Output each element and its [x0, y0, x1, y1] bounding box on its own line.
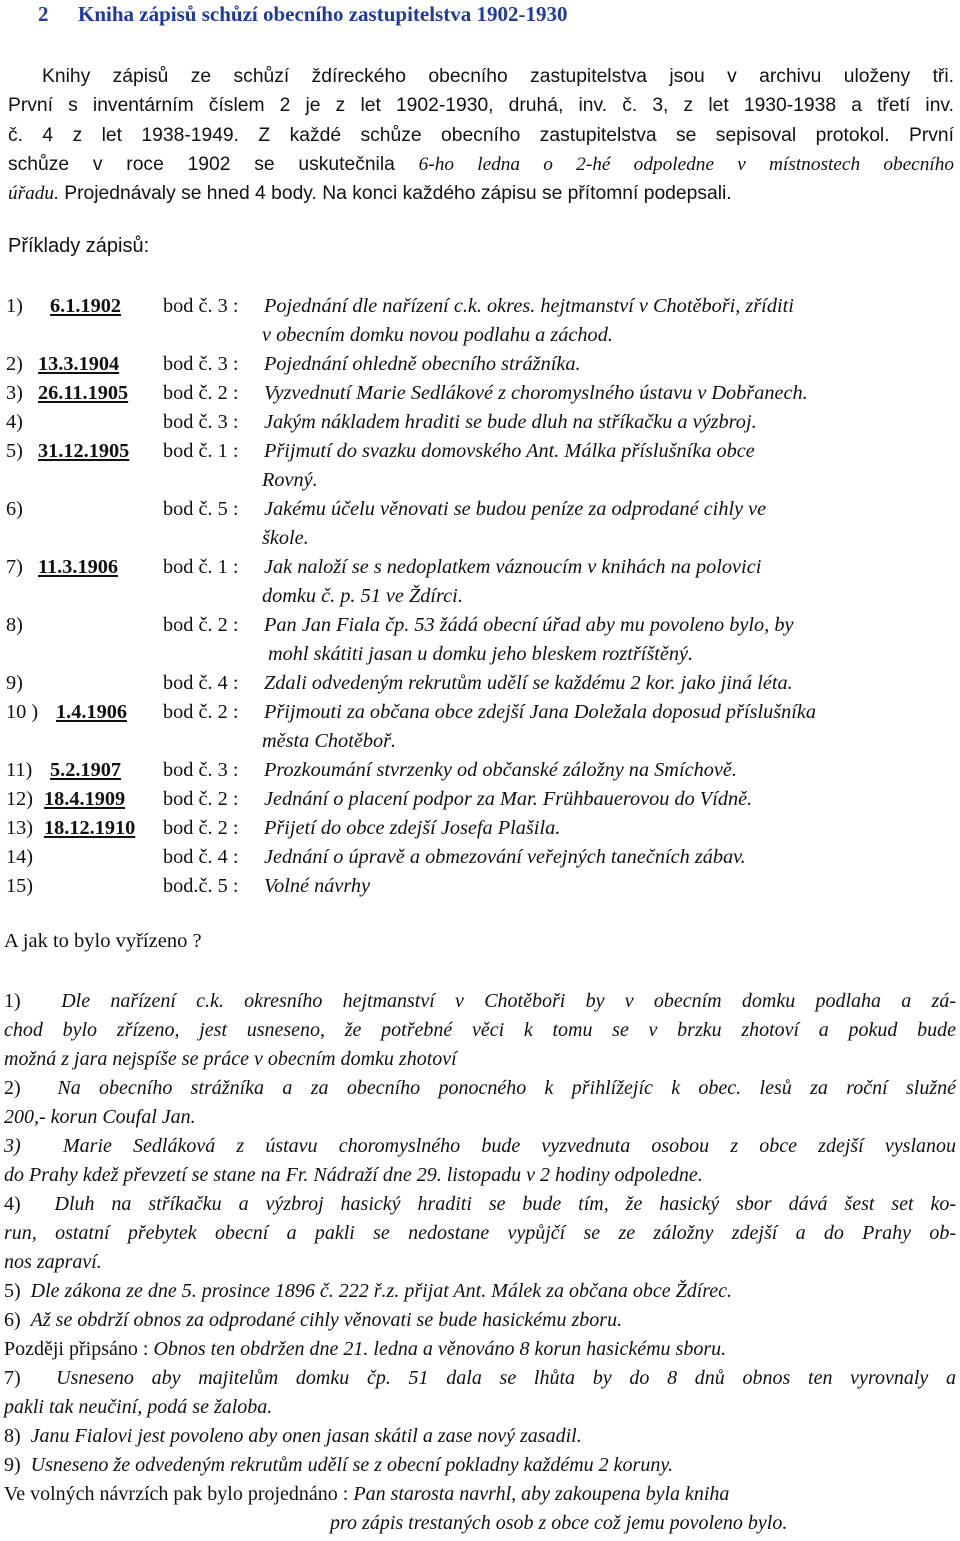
example-number: 12)	[6, 788, 34, 810]
section-title: Kniha zápisů schůzí obecního zastupitelstva 1902-1930	[78, 2, 568, 26]
example-text-cont: mohl skátiti jasan u domku jeho bleskem roztříštěný.	[268, 643, 694, 665]
example-bod: bod č. 3 :	[163, 353, 239, 375]
example-bod: bod č. 1 :	[163, 440, 239, 462]
intro-paragraph	[8, 62, 954, 208]
example-text-cont: domku č. p. 51 ve Ždírci.	[262, 585, 463, 607]
example-text: Prozkoumání stvrzenky od občanské záložny na Smíchově.	[264, 759, 737, 781]
resolution-number: 9)	[4, 1454, 21, 1476]
resolution-number: 6)	[4, 1309, 21, 1331]
example-date: 6.1.1902	[50, 295, 121, 317]
resolution-2-line-2: 200,- korun Coufal Jan.	[4, 1106, 196, 1128]
resolution-2-line-1	[4, 1074, 956, 1103]
final-label: Ve volných návrzích pak bylo projednáno :	[4, 1483, 349, 1505]
final-line-2: pro zápis trestaných osob z obce což jemu povoleno bylo.	[330, 1512, 788, 1534]
example-number: 13)	[6, 817, 34, 839]
example-text: Pan Jan Fiala čp. 53 žádá obecní úřad aby mu povoleno bylo, by	[264, 614, 794, 636]
example-text-cont: v obecním domku novou podlahu a záchod.	[262, 324, 613, 346]
example-number: 9)	[6, 672, 23, 694]
examples-title: Příklady zápisů:	[8, 235, 150, 257]
resolution-number: 1)	[4, 990, 21, 1012]
example-text: Pojednání dle nařízení c.k. okres. hejtmanství v Chotěboři, zříditi	[264, 295, 794, 317]
later-text: Obnos ten obdržen dne 21. ledna a věnováno 8 korun hasickému sboru.	[153, 1338, 727, 1360]
example-date: 5.2.1907	[50, 759, 121, 781]
example-number: 15)	[6, 875, 34, 897]
example-number: 10 )	[6, 701, 39, 723]
resolution-text: Janu Fialovi jest povoleno aby onen jasan skátil a zase nový zasadil.	[30, 1425, 582, 1447]
example-bod: bod č. 4 :	[163, 672, 239, 694]
resolution-7-line-2: pakli tak neučiní, podá se žaloba.	[4, 1396, 273, 1418]
intro-line-4-text: schůze v roce 1902 se uskutečnila	[8, 153, 419, 175]
example-number: 6)	[6, 498, 23, 520]
intro-line-4	[8, 150, 954, 179]
resolution-5-line-1	[4, 1277, 956, 1306]
resolution-number: 3)	[4, 1135, 21, 1157]
example-date: 13.3.1904	[38, 353, 120, 375]
example-number: 8)	[6, 614, 23, 636]
example-text: Jakým nákladem hraditi se bude dluh na stříkačku a výzbroj.	[264, 411, 757, 433]
resolution-1-line-2: chod bylo zřízeno, jest usneseno, že potřebné věci k tomu se v brzku zhotoví a pokud bude	[4, 1019, 956, 1041]
resolution-text: Marie Sedláková z ústavu choromyslného bude vyzvednuta osobou z obce zdejší vyslanou	[63, 1135, 956, 1157]
example-number: 4)	[6, 411, 23, 433]
example-text: Vyzvednutí Marie Sedlákové z choromyslného ústavu v Dobřanech.	[264, 382, 808, 404]
example-text-cont: Rovný.	[262, 469, 318, 491]
resolution-text: Usneseno aby majitelům domku čp. 51 dala se lhůta by do 8 dnů obnos ten vyrovnaly a	[56, 1367, 957, 1389]
final-line-1	[4, 1480, 956, 1509]
example-text: Zdali odvedeným rekrutům udělí se každému 2 kor. jako jiná léta.	[264, 672, 793, 694]
section-heading	[38, 2, 567, 27]
example-text-cont: škole.	[262, 527, 309, 549]
example-bod: bod č. 4 :	[163, 846, 239, 868]
section-number: 2	[38, 2, 49, 26]
resolution-4-line-1	[4, 1190, 956, 1219]
resolution-text: Dluh na stříkačku a výzbroj hasický hraditi se bude tím, že hasický sbor dává šest set ko-	[54, 1193, 957, 1215]
example-number: 5)	[6, 440, 23, 462]
example-date: 26.11.1905	[38, 382, 129, 404]
example-date: 18.12.1910	[44, 817, 136, 839]
resolution-number: 5)	[4, 1280, 21, 1302]
intro-line-5-italic: úřadu.	[8, 183, 59, 205]
later-note	[4, 1335, 956, 1364]
intro-line-4-italic: 6-ho ledna o 2-hé odpoledne v místnostech obecního	[418, 153, 954, 175]
resolutions-block	[4, 987, 956, 1538]
intro-line-1: Knihy zápisů ze schůzí ždíreckého obecního zastupitelstva jsou v archivu uloženy tři.	[42, 66, 954, 87]
resolution-text: Dle zákona ze dne 5. prosince 1896 č. 222 ř.z. přijat Ant. Málek za občana obce Ždírec.	[30, 1280, 733, 1302]
resolution-6-line-1	[4, 1306, 956, 1335]
example-text: Přijetí do obce zdejší Josefa Plašila.	[264, 817, 561, 839]
example-number: 2)	[6, 353, 23, 375]
example-bod: bod č. 2 :	[163, 614, 239, 636]
example-number: 3)	[6, 382, 23, 404]
example-text: Volné návrhy	[264, 875, 371, 897]
resolution-3-line-2: do Prahy kdež převzetí se stane na Fr. Nádraží dne 29. listopadu v 2 hodiny odpoledne.	[4, 1164, 703, 1186]
resolution-number: 2)	[4, 1077, 21, 1099]
resolution-7-line-1	[4, 1364, 956, 1393]
example-number: 11)	[6, 759, 33, 781]
example-number: 1)	[6, 295, 23, 317]
example-text: Přijmouti za občana obce zdejší Jana Doležala doposud příslušníka	[264, 701, 817, 723]
example-date: 18.4.1909	[44, 788, 126, 810]
resolution-text: Dle nařízení c.k. okresního hejtmanství v Chotěboři by v obecním domku podlaha a zá-	[61, 990, 956, 1012]
resolution-1-line-1	[4, 987, 956, 1016]
later-label: Později připsáno :	[4, 1338, 149, 1360]
intro-line-3: č. 4 z let 1938-1949. Z každé schůze obecního zastupitelstva se sepisoval protokol. První	[8, 124, 954, 146]
example-bod: bod.č. 5 :	[163, 875, 239, 897]
resolution-4-line-2: run, ostatní přebytek obecní a pakli se nedostane vypůjčí se ze záložny zdejší a do Prahy ob-	[4, 1222, 956, 1244]
example-text: Pojednání ohledně obecního strážníka.	[264, 353, 581, 375]
example-bod: bod č. 5 :	[163, 498, 239, 520]
example-number: 7)	[6, 556, 23, 578]
resolution-4-line-3: nos zapraví.	[4, 1251, 102, 1273]
example-bod: bod č. 2 :	[163, 701, 239, 723]
resolution-text: Na obecního strážníka a za obecního ponocného k přihlížejíc k obec. lesů za roční služné	[57, 1077, 956, 1099]
resolution-title: A jak to bylo vyřízeno ?	[4, 930, 202, 952]
resolution-3-line-1	[4, 1132, 956, 1161]
example-text: Jakému účelu věnovati se budou peníze za odprodané cihly ve	[264, 498, 767, 520]
example-text: Jednání o placení podpor za Mar. Frühbauerovou do Vídně.	[264, 788, 753, 810]
example-bod: bod č. 2 :	[163, 788, 239, 810]
intro-line-2: První s inventárním číslem 2 je z let 1902-1930, druhá, inv. č. 3, z let 1930-1938 a třetí inv.	[8, 95, 954, 117]
final-text: Pan starosta navrhl, aby zakoupena byla kniha	[353, 1483, 730, 1505]
example-bod: bod č. 2 :	[163, 382, 239, 404]
example-number: 14)	[6, 846, 34, 868]
example-bod: bod č. 3 :	[163, 411, 239, 433]
example-bod: bod č. 1 :	[163, 556, 239, 578]
intro-line-5-text: Projednávaly se hned 4 body. Na konci každého zápisu se přítomní podepsali.	[58, 183, 732, 205]
resolution-text: Usneseno že odvedeným rekrutům udělí se z obecní pokladny každému 2 koruny.	[30, 1454, 674, 1476]
resolution-text: Až se obdrží obnos za odprodané cihly věnovati se bude hasickému zboru.	[30, 1309, 623, 1331]
resolution-8-line-1	[4, 1422, 956, 1451]
example-date: 11.3.1906	[38, 556, 119, 578]
example-text: Jednání o úpravě a obmezování veřejných tanečních zábav.	[264, 846, 746, 868]
resolution-number: 4)	[4, 1193, 21, 1215]
example-text: Přijmutí do svazku domovského Ant. Málka příslušníka obce	[264, 440, 755, 462]
example-text-cont: města Chotěboř.	[262, 730, 397, 752]
resolution-1-line-3: možná z jara nejspíše se práce v obecním domku zhotoví	[4, 1048, 457, 1070]
example-date: 31.12.1905	[38, 440, 130, 462]
example-date: 1.4.1906	[56, 701, 127, 723]
example-bod: bod č. 3 :	[163, 759, 239, 781]
example-text: Jak naloží se s nedoplatkem váznoucím v knihách na polovici	[264, 556, 762, 578]
resolution-9-line-1	[4, 1451, 956, 1480]
example-bod: bod č. 2 :	[163, 817, 239, 839]
resolution-number: 8)	[4, 1425, 21, 1447]
intro-line-5	[8, 179, 954, 208]
resolution-number: 7)	[4, 1367, 21, 1389]
example-bod: bod č. 3 :	[163, 295, 239, 317]
